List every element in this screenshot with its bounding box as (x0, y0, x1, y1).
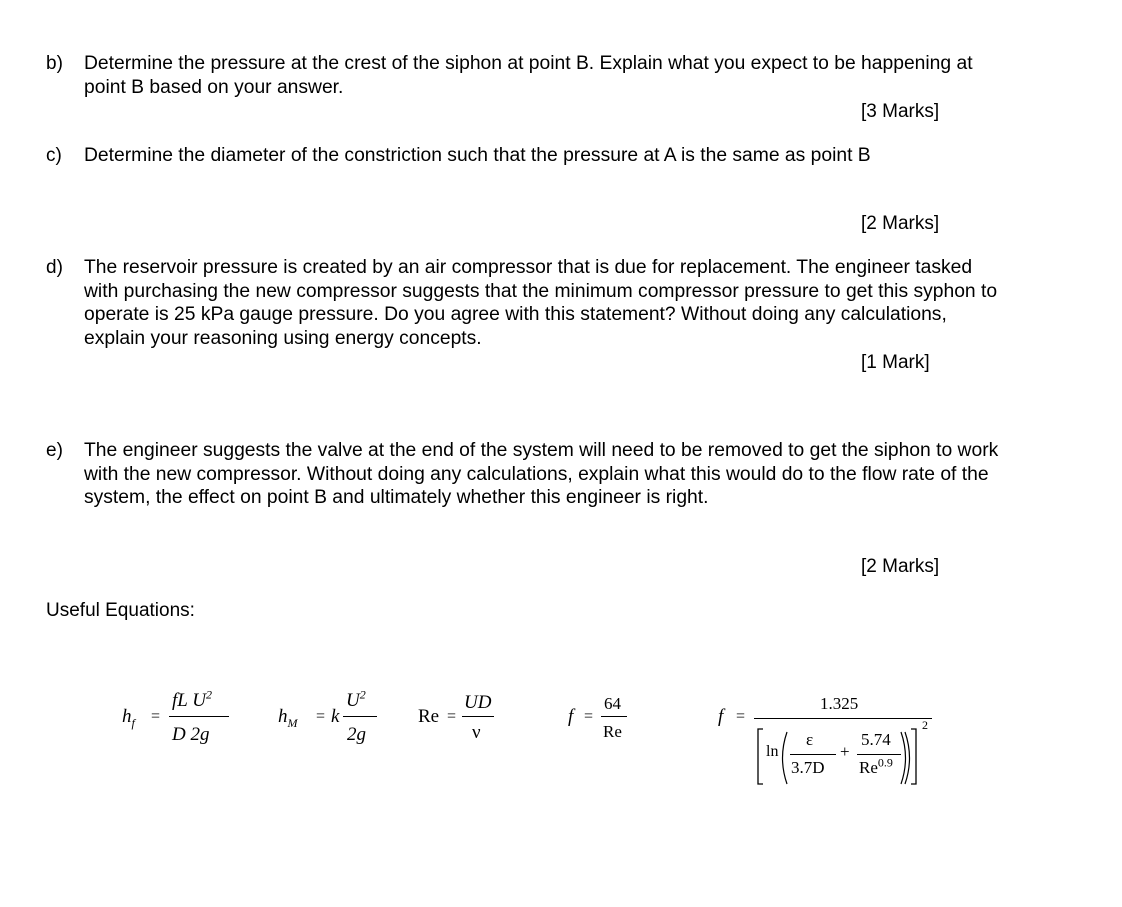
eq5-plus: + (840, 742, 850, 761)
question-e-label: e) (46, 440, 63, 461)
question-d-line-4: explain your reasoning using energy concepts. (84, 327, 482, 349)
eq2-numerator: $U^2$ (346, 687, 366, 711)
question-c-line-1: Determine the diameter of the constriction such that the pressure at A is the same as point B (84, 145, 871, 166)
eq1-lhs: $h_f$ (122, 706, 135, 730)
eq4-numerator: 64 (604, 694, 621, 713)
question-c-text (84, 144, 871, 168)
eq4-lhs: f (568, 706, 574, 727)
eq5-constant: 5.74 (861, 730, 891, 749)
right-square-bracket (911, 729, 916, 784)
eq5-epsilon: ε (806, 730, 814, 749)
left-parenthesis (783, 732, 788, 784)
eq2-lhs: $h_M$ (278, 706, 298, 730)
eq3-equals: = (447, 708, 457, 725)
eq1-fraction-bar (169, 716, 229, 717)
eq5-reynolds-denominator: $Re^{0.9}$ (859, 755, 893, 777)
question-d-line-1: The reservoir pressure is created by an air compressor that is due for replacement. The engineer tasked (84, 257, 973, 278)
eq5-ln: ln (766, 743, 779, 760)
right-parenthesis (901, 732, 906, 784)
eq3-numerator: UD (464, 692, 492, 713)
question-d-marks: [1 Mark] (861, 352, 930, 373)
eq5-fraction-bar (754, 718, 932, 719)
eq1-denominator: D 2g (172, 724, 210, 745)
question-d-line-3: operate is 25 kPa gauge pressure. Do you agree with this statement? Without doing any calculations, (84, 304, 947, 326)
eq1-equals: = (151, 708, 161, 725)
eq5-equals: = (736, 708, 746, 725)
eq2-denominator: 2g (347, 724, 366, 745)
eq3-fraction-bar (462, 716, 494, 717)
eq2-fraction-bar (343, 716, 377, 717)
eq5-numerator: 1.325 (820, 694, 859, 713)
eq5-inner-bar-1 (790, 754, 836, 755)
eq5-epsilon-denominator: 3.7D (791, 758, 825, 777)
question-b-line-1: Determine the pressure at the crest of the siphon at point B. Explain what you expect to be happening at (84, 53, 973, 74)
useful-equations-heading: Useful Equations: (46, 600, 195, 621)
question-d-label: d) (46, 257, 63, 278)
question-b-marks: [3 Marks] (861, 101, 940, 122)
question-c-label: c) (46, 145, 62, 166)
question-e-line-1: The engineer suggests the valve at the end of the system will need to be removed to get the siphon to work (84, 440, 999, 461)
eq4-fraction-bar (601, 716, 627, 717)
eq5-outer-exponent: 2 (922, 718, 928, 732)
eq1-numerator: fL $U^2$ (172, 687, 212, 711)
question-c-marks: [2 Marks] (861, 213, 940, 234)
question-b-line-2: point B based on your answer. (84, 76, 344, 98)
question-d-text (84, 256, 997, 350)
eq2-equals: = (316, 708, 326, 725)
eq4-equals: = (584, 708, 594, 725)
eq2-coefficient: k (331, 706, 340, 727)
question-e-line-3: system, the effect on point B and ultimately whether this engineer is right. (84, 487, 709, 509)
eq3-lhs: Re (418, 706, 440, 727)
question-e-marks: [2 Marks] (861, 556, 940, 577)
question-b-text (84, 52, 973, 99)
question-b-label: b) (46, 53, 63, 74)
left-square-bracket (758, 729, 763, 784)
question-e-text (84, 439, 998, 510)
question-d-line-2: with purchasing the new compressor suggests that the minimum compressor pressure to get this syphon to (84, 280, 998, 302)
question-e-line-2: with the new compressor. Without doing any calculations, explain what this would do to the flow rate of the (84, 463, 989, 485)
eq5-lhs: f (718, 706, 724, 727)
eq3-denominator: ν (472, 722, 481, 743)
eq4-denominator: Re (603, 722, 622, 741)
